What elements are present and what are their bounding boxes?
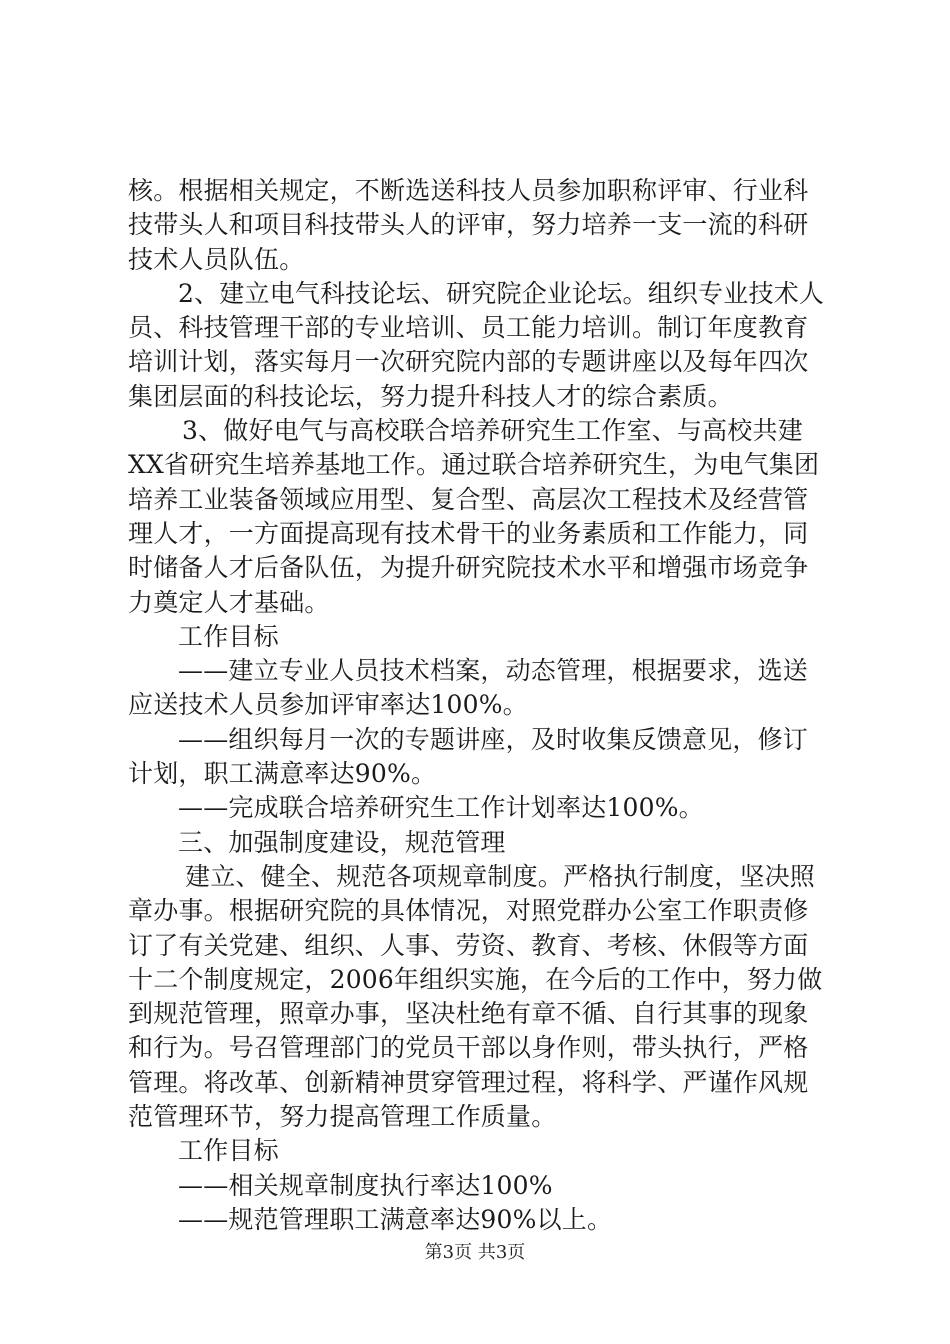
text-line: 理人才，一方面提高现有技术骨干的业务素质和工作能力，同	[128, 518, 809, 548]
text-line: ——完成联合培养研究生工作计划率达100%。	[178, 793, 704, 823]
text-line: 集团层面的科技论坛，努力提升科技人才的综合素质。	[128, 381, 733, 411]
section-heading: 工作目标	[178, 621, 279, 651]
text-line: 核。根据相关规定，不断选送科技人员参加职称评审、行业科	[128, 176, 809, 205]
text-line: 到规范管理，照章办事，坚决杜绝有章不循、自行其事的现象	[128, 999, 809, 1029]
text-line: 员、科技管理干部的专业培训、员工能力培训。制订年度教育	[128, 313, 809, 343]
text-line: ——建立专业人员技术档案，动态管理，根据要求，选送	[178, 656, 809, 686]
text-line: ——相关规章制度执行率达100%	[178, 1170, 553, 1200]
text-line: 技术人员队伍。	[128, 244, 305, 274]
text-line: ——规范管理职工满意率达90%以上。	[178, 1204, 613, 1234]
text-line: 建立、健全、规范各项规章制度。严格执行制度，坚决照	[185, 861, 816, 891]
text-line: 计划，职工满意率达90%。	[128, 759, 437, 789]
section-heading: 三、加强制度建设，规范管理	[178, 827, 506, 857]
text-line: 力奠定人才基础。	[128, 587, 330, 617]
text-line: ——组织每月一次的专题讲座，及时收集反馈意见，修订	[178, 724, 809, 754]
text-line: 范管理环节，努力提高管理工作质量。	[128, 1102, 557, 1132]
text-line: 应送技术人员参加评审率达100%。	[128, 690, 528, 720]
text-line: 3、做好电气与高校联合培养研究生工作室、与高校共建	[182, 416, 803, 446]
text-line: 订了有关党建、组织、人事、劳资、教育、考核、休假等方面	[128, 930, 809, 960]
text-line: 培训计划，落实每月一次研究院内部的专题讲座以及每年四次	[128, 347, 809, 377]
text-line: 时储备人才后备队伍，为提升研究院技术水平和增强市场竞争	[128, 553, 809, 583]
page-number-footer: 第3页 共3页	[424, 1242, 526, 1263]
text-line: 2、建立电气科技论坛、研究院企业论坛。组织专业技术人	[178, 278, 825, 308]
text-line: 章办事。根据研究院的具体情况，对照党群办公室工作职责修	[128, 896, 809, 926]
text-line: 管理。将改革、创新精神贯穿管理过程，将科学、严谨作风规	[128, 1067, 809, 1097]
text-line: 十二个制度规定，2006年组织实施，在今后的工作中，努力做	[128, 964, 823, 994]
text-line: 和行为。号召管理部门的党员干部以身作则，带头执行，严格	[128, 1033, 809, 1063]
text-line: 培养工业装备领域应用型、复合型、高层次工程技术及经营管	[128, 484, 809, 514]
text-line: XX省研究生培养基地工作。通过联合培养研究生，为电气集团	[128, 450, 820, 480]
section-heading: 工作目标	[178, 1136, 279, 1166]
document-body	[128, 174, 828, 1237]
text-line: 技带头人和项目科技带头人的评审，努力培养一支一流的科研	[128, 210, 809, 240]
